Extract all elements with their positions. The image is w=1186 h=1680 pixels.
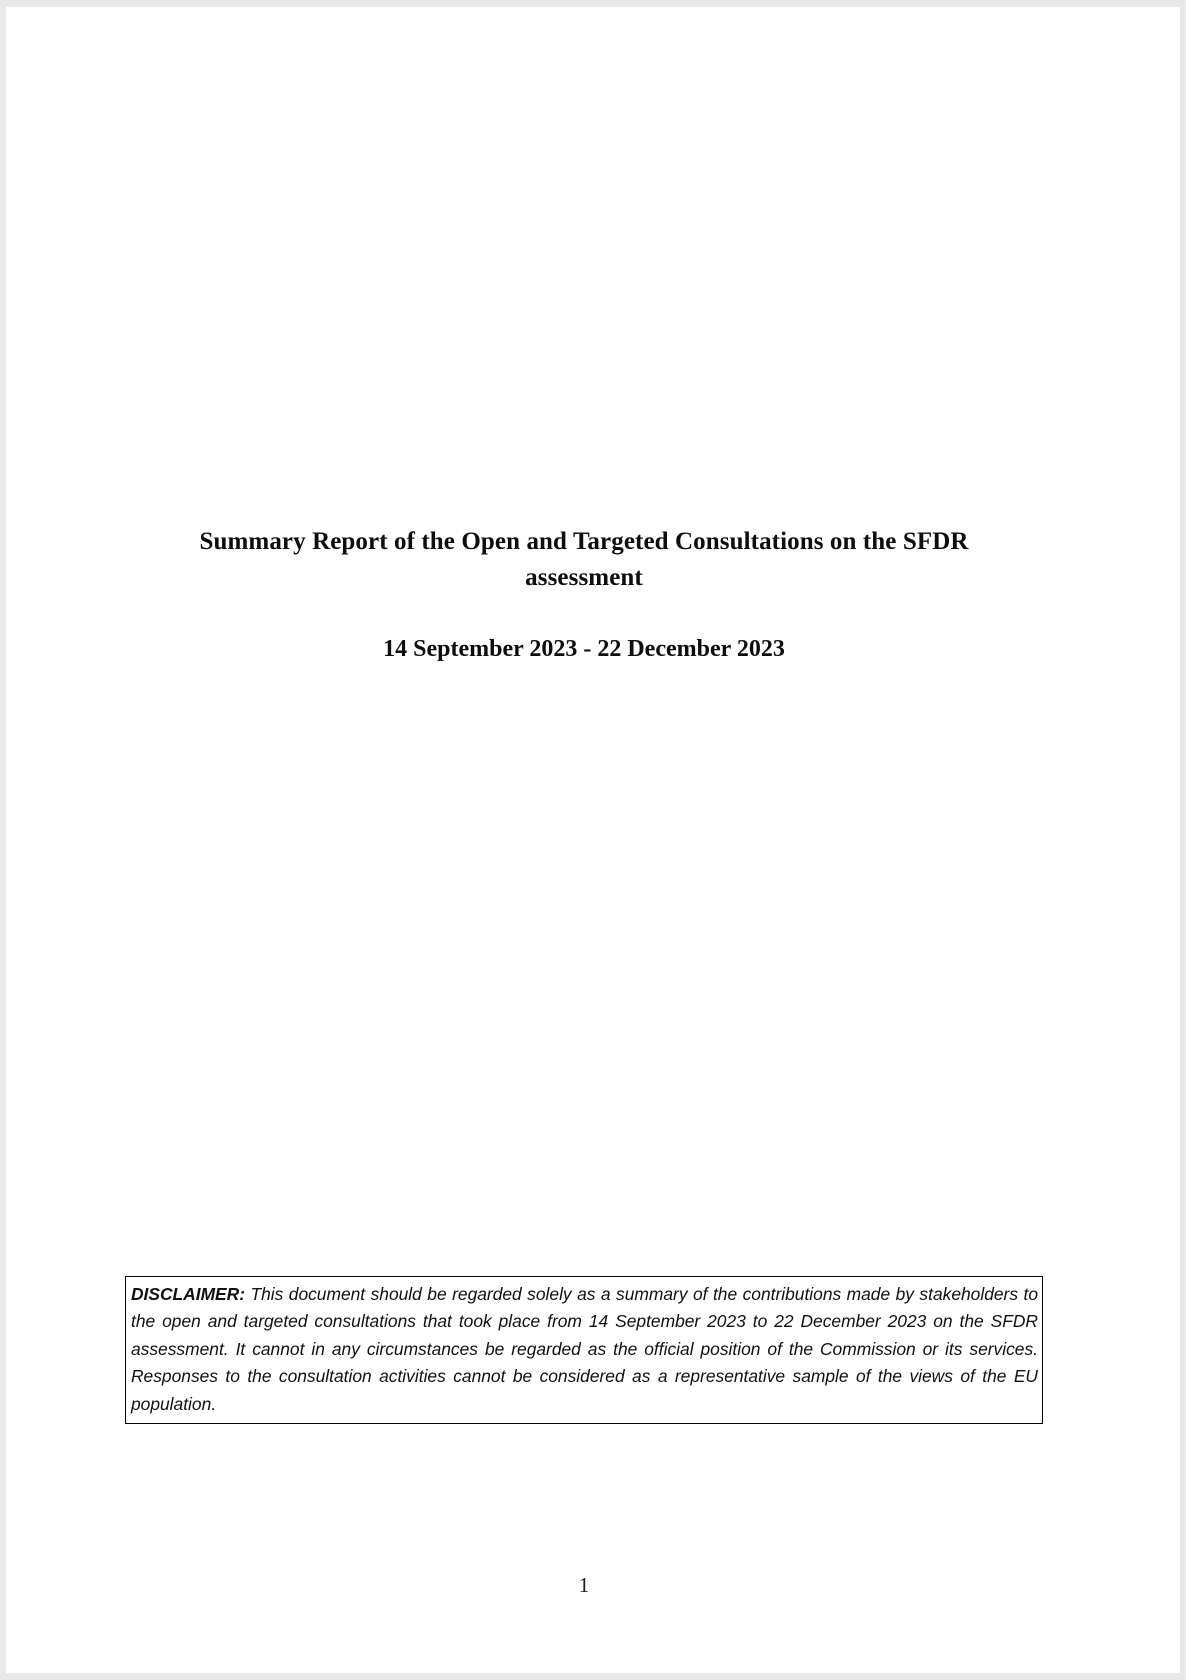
disclaimer-box xyxy=(125,1276,1043,1424)
page-title-line-2: assessment xyxy=(525,564,643,591)
page-title-line-1: Summary Report of the Open and Targeted Consultations on the SFDR xyxy=(199,528,969,555)
disclaimer-paragraph xyxy=(131,1281,1038,1418)
consultation-date-range: 14 September 2023 - 22 December 2023 xyxy=(383,636,785,662)
page-title xyxy=(125,524,1043,596)
title-block xyxy=(125,524,1043,666)
page-number: 1 xyxy=(578,1573,590,1597)
disclaimer-body: This document should be regarded solely as a summary of the contributions made by stakeholders to the open and targeted consultations that took place from 14 September 2023 to 22 December 2023 on the SFDR assessment. It cannot in any circumstances be regarded as the official position of the Commission or its services. Responses to the consultation activities cannot be considered as a representative sample of the views of the EU population. xyxy=(131,1284,1038,1414)
disclaimer-label: DISCLAIMER: xyxy=(131,1284,245,1304)
